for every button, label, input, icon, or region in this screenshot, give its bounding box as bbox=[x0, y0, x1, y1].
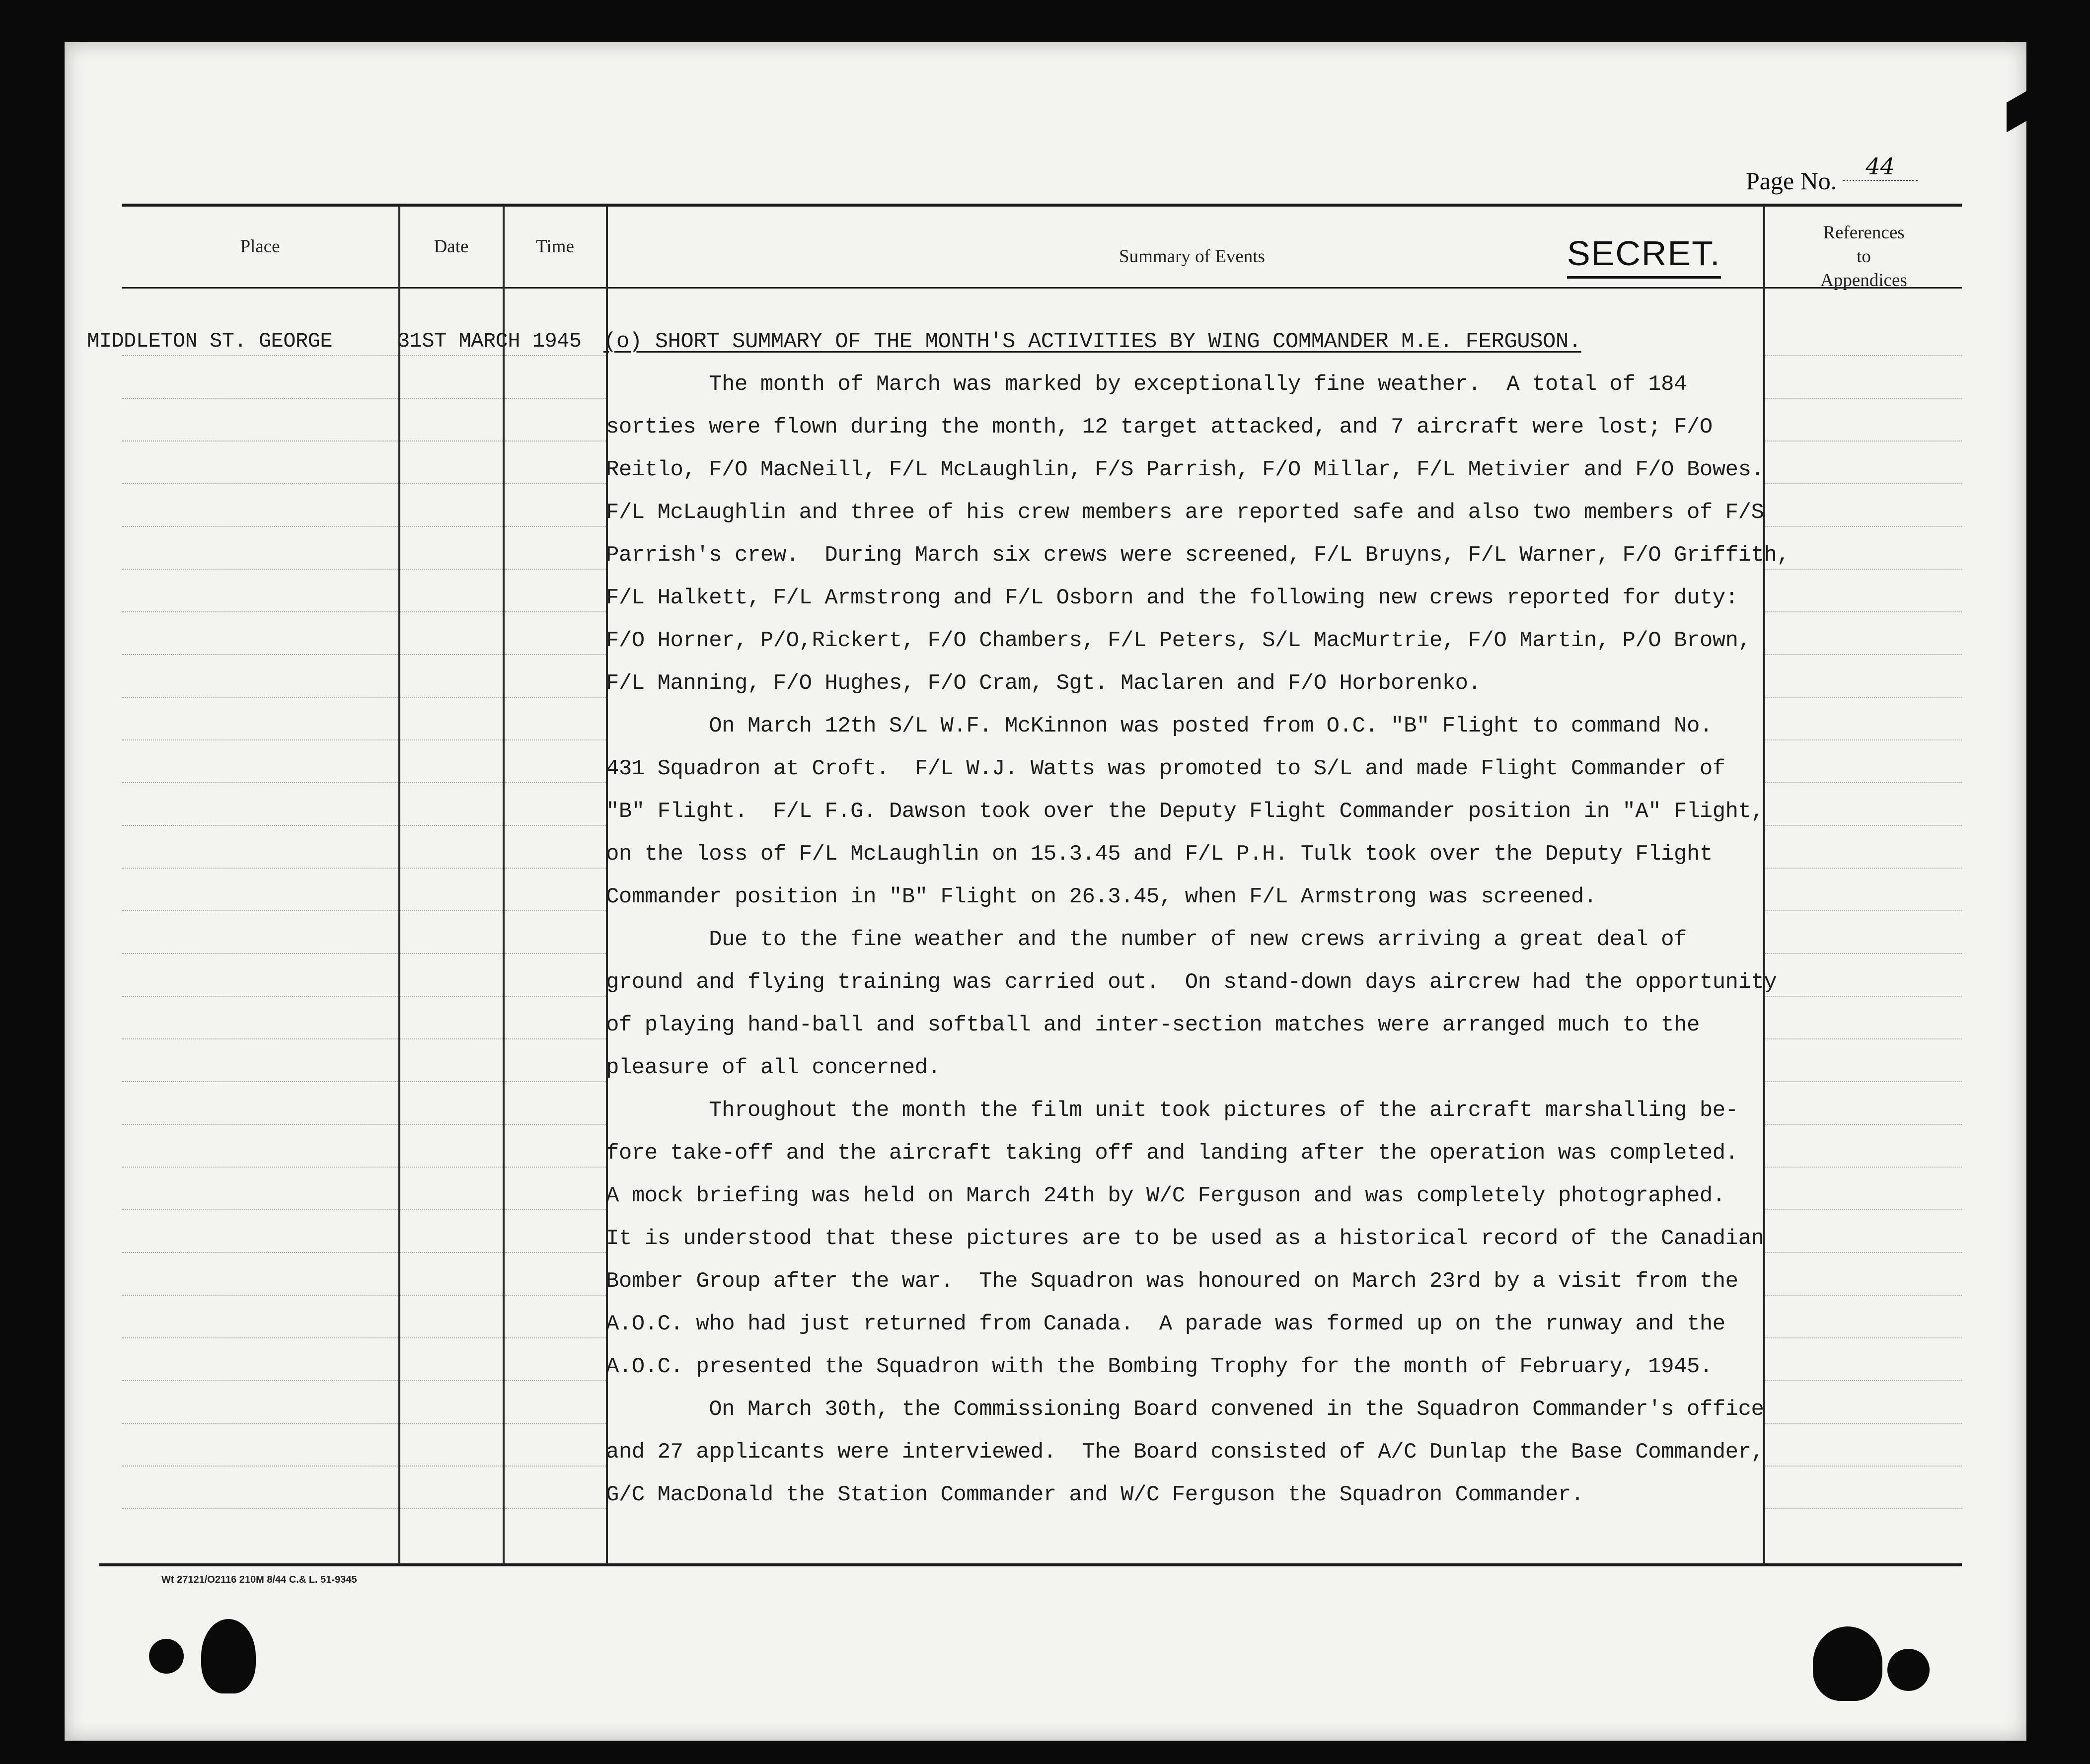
row-rule bbox=[1765, 1124, 1962, 1125]
row-rule bbox=[505, 611, 606, 612]
summary-line: G/C MacDonald the Station Commander and W/C Ferguson the Squadron Commander. bbox=[606, 1482, 1584, 1507]
header-references bbox=[1766, 221, 1962, 293]
row-rule bbox=[1765, 825, 1962, 826]
row-rule bbox=[400, 1252, 503, 1253]
summary-line: It is understood that these pictures are to be used as a historical record of the Canadian bbox=[606, 1226, 1764, 1251]
row-rule bbox=[505, 1252, 606, 1253]
summary-line: Bomber Group after the war. The Squadron was honoured on March 23rd by a visit from the bbox=[606, 1269, 1738, 1294]
header-summary: Summary of Events bbox=[1119, 246, 1265, 267]
summary-line: pleasure of all concerned. bbox=[606, 1055, 941, 1080]
row-rule bbox=[122, 1508, 398, 1509]
row-rule bbox=[505, 1167, 606, 1168]
summary-line: ground and flying training was carried out. On stand-down days aircrew had the opportunity bbox=[606, 970, 1777, 995]
row-rule bbox=[122, 1423, 398, 1424]
row-rule bbox=[400, 1124, 503, 1125]
summary-line: F/L McLaughlin and three of his crew members are reported safe and also two members of F/S bbox=[606, 500, 1764, 525]
row-rule bbox=[400, 398, 503, 399]
row-rule bbox=[1765, 1423, 1962, 1424]
row-rule bbox=[122, 569, 398, 570]
summary-line: Throughout the month the film unit took pictures of the aircraft marshalling be- bbox=[606, 1098, 1738, 1123]
row-rule bbox=[122, 1167, 398, 1168]
row-rule bbox=[1765, 1295, 1962, 1296]
row-rule bbox=[122, 1252, 398, 1253]
row-rule bbox=[400, 1466, 503, 1467]
header-references-line-2: to bbox=[1857, 246, 1871, 267]
row-rule bbox=[122, 654, 398, 655]
header-references-line-3: Appendices bbox=[1820, 270, 1907, 291]
row-rule bbox=[505, 355, 606, 356]
row-rule bbox=[400, 1508, 503, 1509]
row-rule bbox=[122, 526, 398, 527]
row-rule bbox=[1765, 483, 1962, 484]
table-bottom-rule bbox=[99, 1563, 1962, 1566]
row-rule bbox=[1765, 782, 1962, 783]
row-rule bbox=[400, 1295, 503, 1296]
row-rule bbox=[400, 868, 503, 869]
row-rule bbox=[1765, 654, 1962, 655]
row-rule bbox=[122, 1380, 398, 1381]
summary-line: A.O.C. who had just returned from Canada. A parade was formed up on the runway and the bbox=[606, 1312, 1725, 1336]
row-rule bbox=[122, 1124, 398, 1125]
row-rule bbox=[400, 996, 503, 997]
row-rule bbox=[505, 1081, 606, 1082]
row-rule bbox=[1765, 1167, 1962, 1168]
row-rule bbox=[122, 697, 398, 698]
row-rule bbox=[122, 953, 398, 954]
summary-line: and 27 applicants were interviewed. The Board consisted of A/C Dunlap the Base Commander, bbox=[606, 1440, 1764, 1465]
row-rule bbox=[122, 398, 398, 399]
row-rule bbox=[122, 825, 398, 826]
row-rule bbox=[400, 483, 503, 484]
row-rule bbox=[1765, 611, 1962, 612]
row-rule bbox=[400, 1209, 503, 1210]
summary-line: of playing hand-ball and softball and inter-section matches were arranged much to the bbox=[606, 1013, 1700, 1037]
summary-line: 431 Squadron at Croft. F/L W.J. Watts was promoted to S/L and made Flight Commander of bbox=[606, 756, 1725, 781]
row-rule bbox=[122, 1337, 398, 1338]
corner-tab bbox=[2007, 91, 2026, 132]
summary-line: A.O.C. presented the Squadron with the Bombing Trophy for the month of February, 1945. bbox=[606, 1354, 1713, 1379]
row-rule bbox=[1765, 355, 1962, 356]
row-rule bbox=[505, 526, 606, 527]
summary-line: A mock briefing was held on March 24th by W/C Ferguson and was completely photographed. bbox=[606, 1183, 1725, 1208]
row-rule bbox=[505, 697, 606, 698]
page-number-value: 44 bbox=[1843, 153, 1918, 181]
row-rule bbox=[505, 398, 606, 399]
form-code: Wt 27121/O2116 210M 8/44 C.& L. 51-9345 bbox=[161, 1574, 357, 1585]
summary-line: Commander position in "B" Flight on 26.3.45, when F/L Armstrong was screened. bbox=[606, 884, 1597, 909]
row-rule bbox=[1765, 1252, 1962, 1253]
row-rule bbox=[1765, 1337, 1962, 1338]
row-rule bbox=[400, 825, 503, 826]
row-rule bbox=[505, 654, 606, 655]
summary-line: sorties were flown during the month, 12 target attacked, and 7 aircraft were lost; F/O bbox=[606, 415, 1713, 440]
row-rule bbox=[400, 355, 503, 356]
row-rule bbox=[122, 739, 398, 740]
row-rule bbox=[505, 1124, 606, 1125]
row-rule bbox=[1765, 910, 1962, 911]
row-rule bbox=[400, 910, 503, 911]
row-rule bbox=[122, 483, 398, 484]
row-rule bbox=[1765, 1508, 1962, 1509]
row-rule bbox=[1765, 1380, 1962, 1381]
row-rule bbox=[505, 739, 606, 740]
page-number-label: Page No. bbox=[1746, 167, 1837, 195]
row-rule bbox=[1765, 868, 1962, 869]
page-number bbox=[1746, 153, 1918, 196]
row-rule bbox=[505, 868, 606, 869]
summary-line: fore take-off and the aircraft taking off and landing after the operation was completed. bbox=[606, 1141, 1738, 1166]
row-rule bbox=[505, 1337, 606, 1338]
row-rule bbox=[1765, 569, 1962, 570]
row-rule bbox=[400, 1423, 503, 1424]
col-divider-place-date bbox=[398, 206, 400, 1564]
header-date: Date bbox=[434, 236, 469, 257]
summary-line: Parrish's crew. During March six crews were screened, F/L Bruyns, F/L Warner, F/O Griffith, bbox=[606, 543, 1790, 568]
row-rule bbox=[1765, 1081, 1962, 1082]
row-rule bbox=[505, 1209, 606, 1210]
row-rule bbox=[1765, 739, 1962, 740]
table-top-rule bbox=[122, 204, 1962, 207]
row-rule bbox=[400, 1167, 503, 1168]
row-rule bbox=[122, 355, 398, 356]
row-rule bbox=[505, 910, 606, 911]
header-place: Place bbox=[240, 236, 280, 257]
summary-line: F/O Horner, P/O,Rickert, F/O Chambers, F/L Peters, S/L MacMurtrie, F/O Martin, P/O Brown, bbox=[606, 628, 1751, 653]
row-rule bbox=[122, 611, 398, 612]
row-rule bbox=[122, 868, 398, 869]
punch-hole-left-tab bbox=[201, 1619, 256, 1693]
summary-line: On March 30th, the Commissioning Board convened in the Squadron Commander's office bbox=[606, 1397, 1764, 1422]
header-bottom-rule bbox=[122, 287, 1962, 289]
row-rule bbox=[400, 953, 503, 954]
row-rule bbox=[505, 782, 606, 783]
row-rule bbox=[1765, 953, 1962, 954]
row-rule bbox=[1765, 398, 1962, 399]
summary-line: on the loss of F/L McLaughlin on 15.3.45 and F/L P.H. Tulk took over the Deputy Flight bbox=[606, 842, 1713, 867]
row-rule bbox=[400, 1081, 503, 1082]
row-rule bbox=[400, 611, 503, 612]
row-rule bbox=[1765, 1038, 1962, 1039]
punch-hole-right bbox=[1887, 1649, 1930, 1691]
row-rule bbox=[1765, 1209, 1962, 1210]
row-rule bbox=[122, 1038, 398, 1039]
col-divider-summary-refs bbox=[1763, 206, 1765, 1564]
row-rule bbox=[505, 483, 606, 484]
row-rule bbox=[505, 1508, 606, 1509]
row-rule bbox=[1765, 526, 1962, 527]
row-rule bbox=[122, 1295, 398, 1296]
summary-title-line: (o) SHORT SUMMARY OF THE MONTH'S ACTIVITIES BY WING COMMANDER M.E. FERGUSON. bbox=[603, 329, 1581, 354]
summary-line: F/L Halkett, F/L Armstrong and F/L Osborn and the following new crews reported for duty: bbox=[606, 586, 1738, 610]
row-rule bbox=[400, 1038, 503, 1039]
row-rule bbox=[400, 526, 503, 527]
punch-hole-right-tab bbox=[1813, 1626, 1882, 1701]
row-rule bbox=[400, 654, 503, 655]
summary-line: The month of March was marked by exceptionally fine weather. A total of 184 bbox=[606, 372, 1687, 397]
row-rule bbox=[400, 782, 503, 783]
row-rule bbox=[505, 1423, 606, 1424]
summary-line: On March 12th S/L W.F. McKinnon was posted from O.C. "B" Flight to command No. bbox=[606, 714, 1713, 738]
row-rule bbox=[122, 1081, 398, 1082]
row-rule bbox=[122, 910, 398, 911]
row-rule bbox=[505, 1038, 606, 1039]
row-rule bbox=[505, 1466, 606, 1467]
secret-stamp: SECRET. bbox=[1567, 233, 1721, 279]
row-rule bbox=[1765, 996, 1962, 997]
row-rule bbox=[505, 569, 606, 570]
header-time: Time bbox=[536, 236, 574, 257]
row-rule bbox=[505, 996, 606, 997]
row-rule bbox=[122, 1209, 398, 1210]
summary-line: Due to the fine weather and the number of new crews arriving a great deal of bbox=[606, 927, 1687, 952]
row-rule bbox=[505, 825, 606, 826]
row-rule bbox=[505, 1380, 606, 1381]
row-rule bbox=[400, 1380, 503, 1381]
row-rule bbox=[122, 782, 398, 783]
header-references-line-1: References bbox=[1823, 222, 1905, 243]
entry-place: MIDDLETON ST. GEORGE bbox=[87, 329, 333, 353]
row-rule bbox=[505, 953, 606, 954]
row-rule bbox=[400, 739, 503, 740]
col-divider-date-time bbox=[503, 206, 505, 1564]
summary-line: F/L Manning, F/O Hughes, F/O Cram, Sgt. Maclaren and F/O Horborenko. bbox=[606, 671, 1481, 696]
row-rule bbox=[1765, 1466, 1962, 1467]
row-rule bbox=[400, 569, 503, 570]
row-rule bbox=[1765, 697, 1962, 698]
row-rule bbox=[400, 1337, 503, 1338]
row-rule bbox=[122, 1466, 398, 1467]
punch-hole-left bbox=[149, 1639, 184, 1674]
entry-date: 31ST MARCH 1945 bbox=[397, 329, 582, 353]
row-rule bbox=[400, 697, 503, 698]
row-rule bbox=[505, 1295, 606, 1296]
summary-line: "B" Flight. F/L F.G. Dawson took over the Deputy Flight Commander position in "A" Flight, bbox=[606, 799, 1764, 824]
summary-line: Reitlo, F/O MacNeill, F/L McLaughlin, F/S Parrish, F/O Millar, F/L Metivier and F/O Bowes. bbox=[606, 457, 1764, 482]
row-rule bbox=[122, 996, 398, 997]
